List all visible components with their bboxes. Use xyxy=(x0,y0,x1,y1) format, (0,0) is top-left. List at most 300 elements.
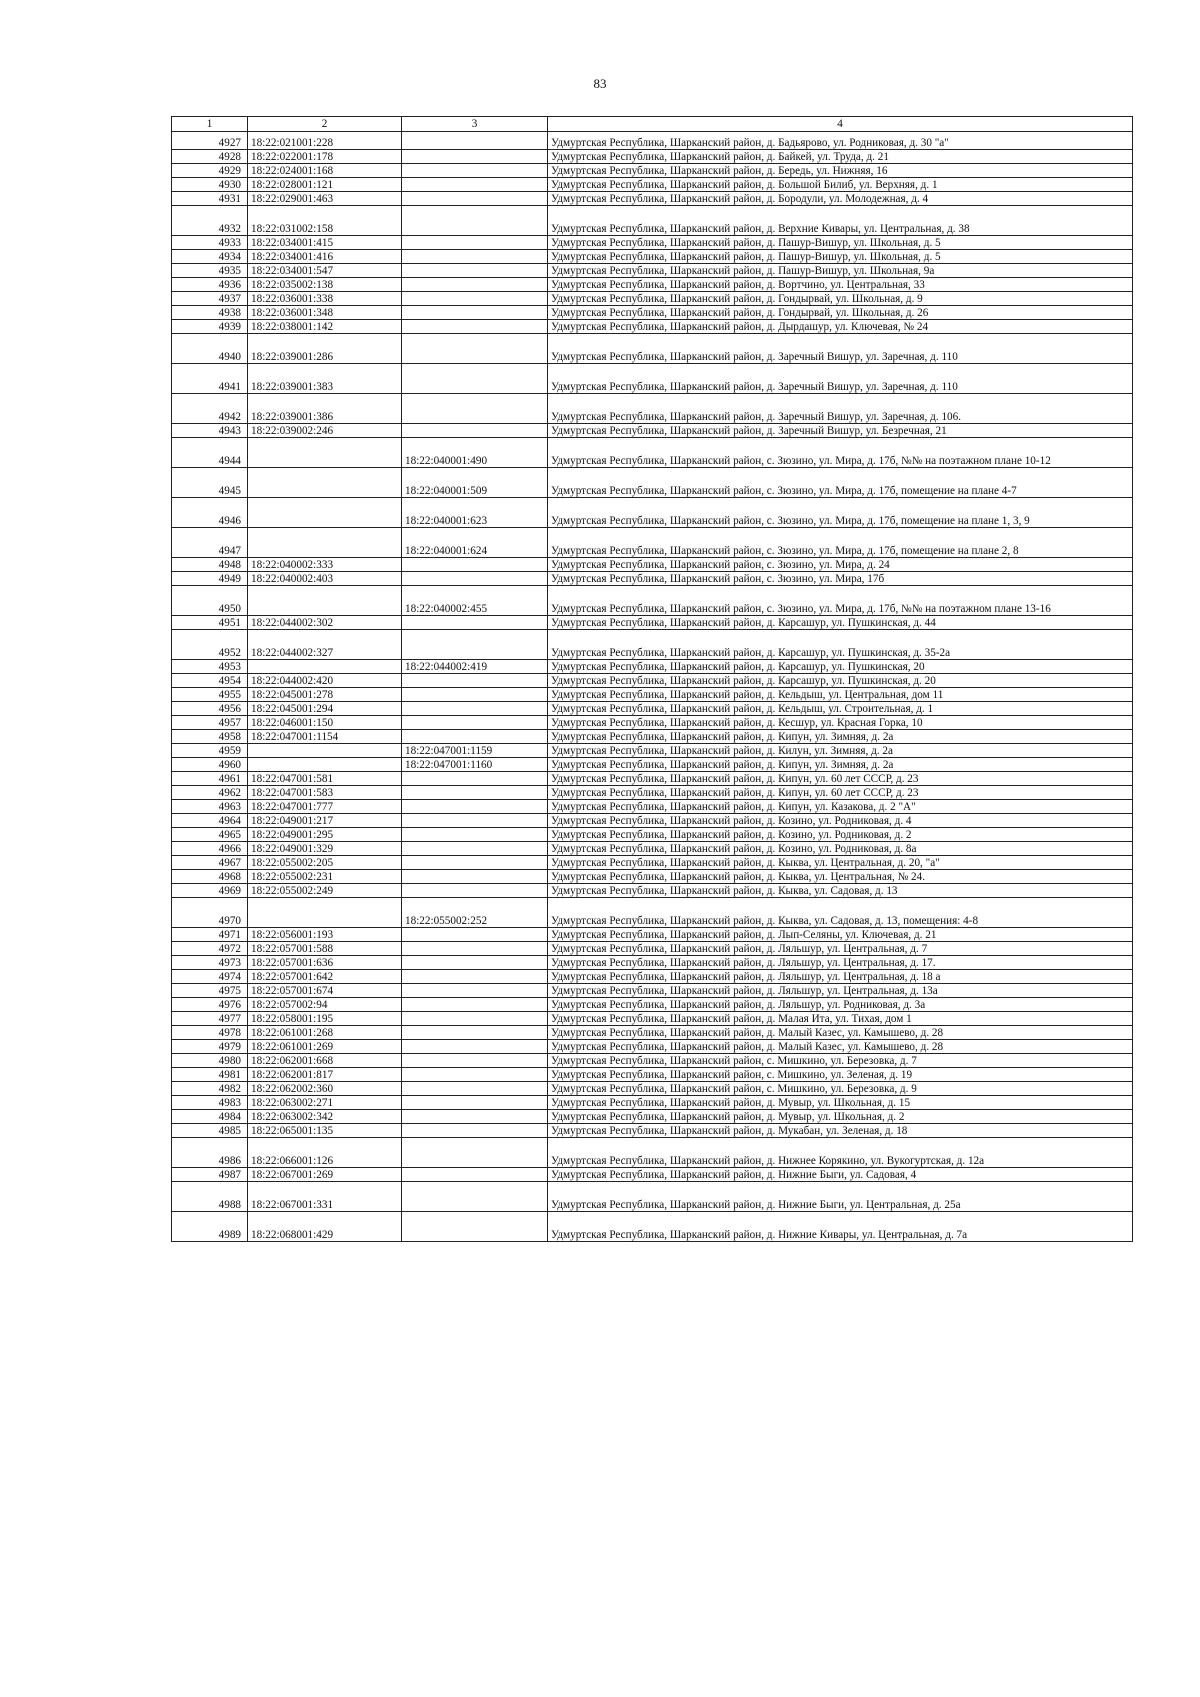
cadastral-number-cell: 18:22:036001:348 xyxy=(248,306,402,320)
table-row xyxy=(172,320,1133,334)
cadastral-number-cell: 18:22:045001:278 xyxy=(248,688,402,702)
row-number-cell: 4959 xyxy=(172,744,248,758)
premises-cadastral-number-cell xyxy=(402,1110,548,1124)
cadastral-number-cell: 18:22:036001:338 xyxy=(248,292,402,306)
address-cell: Удмуртская Республика, Шарканский район, д. Бадьярово, ул. Родниковая, д. 30 "а" xyxy=(548,132,1133,150)
address-cell: Удмуртская Республика, Шарканский район, д. Мувыр, ул. Школьная, д. 2 xyxy=(548,1110,1133,1124)
premises-cadastral-number-cell: 18:22:047001:1160 xyxy=(402,758,548,772)
premises-cadastral-number-cell xyxy=(402,1068,548,1082)
address-cell: Удмуртская Республика, Шарканский район, д. Ляльшур, ул. Центральная, д. 7 xyxy=(548,942,1133,956)
premises-cadastral-number-cell xyxy=(402,1168,548,1182)
row-number-cell: 4961 xyxy=(172,772,248,786)
table-row xyxy=(172,364,1133,394)
row-number-cell: 4984 xyxy=(172,1110,248,1124)
premises-cadastral-number-cell xyxy=(402,1026,548,1040)
table-row xyxy=(172,1182,1133,1212)
row-number-cell: 4927 xyxy=(172,132,248,150)
address-cell: Удмуртская Республика, Шарканский район, д. Гондырвай, ул. Школьная, д. 26 xyxy=(548,306,1133,320)
table-row xyxy=(172,660,1133,674)
cadastral-number-cell: 18:22:040002:333 xyxy=(248,558,402,572)
cadastral-number-cell: 18:22:024001:168 xyxy=(248,164,402,178)
row-number-cell: 4941 xyxy=(172,364,248,394)
address-cell: Удмуртская Республика, Шарканский район, д. Козино, ул. Родниковая, д. 8а xyxy=(548,842,1133,856)
premises-cadastral-number-cell xyxy=(402,616,548,630)
column-header-4: 4 xyxy=(548,117,1133,132)
cadastral-number-cell: 18:22:045001:294 xyxy=(248,702,402,716)
cadastral-number-cell: 18:22:068001:429 xyxy=(248,1212,402,1242)
address-cell: Удмуртская Республика, Шарканский район, д. Кельдыш, ул. Строительная, д. 1 xyxy=(548,702,1133,716)
cadastral-number-cell xyxy=(248,438,402,468)
premises-cadastral-number-cell xyxy=(402,334,548,364)
row-number-cell: 4952 xyxy=(172,630,248,660)
cadastral-number-cell: 18:22:057001:588 xyxy=(248,942,402,956)
row-number-cell: 4981 xyxy=(172,1068,248,1082)
address-cell: Удмуртская Республика, Шарканский район, д. Кыква, ул. Центральная, № 24. xyxy=(548,870,1133,884)
cadastral-number-cell: 18:22:049001:329 xyxy=(248,842,402,856)
table-row xyxy=(172,1212,1133,1242)
row-number-cell: 4930 xyxy=(172,178,248,192)
table-row xyxy=(172,572,1133,586)
row-number-cell: 4944 xyxy=(172,438,248,468)
cadastral-number-cell: 18:22:039001:386 xyxy=(248,394,402,424)
cadastral-number-cell: 18:22:061001:269 xyxy=(248,1040,402,1054)
row-number-cell: 4951 xyxy=(172,616,248,630)
table-row xyxy=(172,438,1133,468)
address-cell: Удмуртская Республика, Шарканский район, с. Зюзино, ул. Мира, д. 17б, помещение на плане 2, 8 xyxy=(548,528,1133,558)
table-row xyxy=(172,970,1133,984)
address-cell: Удмуртская Республика, Шарканский район, д. Ляльшур, ул. Центральная, д. 13а xyxy=(548,984,1133,998)
row-number-cell: 4989 xyxy=(172,1212,248,1242)
cadastral-number-cell: 18:22:034001:415 xyxy=(248,236,402,250)
address-cell: Удмуртская Республика, Шарканский район, д. Кельдыш, ул. Центральная, дом 11 xyxy=(548,688,1133,702)
address-cell: Удмуртская Республика, Шарканский район, д. Кипун, ул. 60 лет СССР, д. 23 xyxy=(548,772,1133,786)
cadastral-number-cell: 18:22:039001:383 xyxy=(248,364,402,394)
premises-cadastral-number-cell xyxy=(402,1124,548,1138)
row-number-cell: 4987 xyxy=(172,1168,248,1182)
row-number-cell: 4988 xyxy=(172,1182,248,1212)
cadastral-number-cell: 18:22:040002:403 xyxy=(248,572,402,586)
row-number-cell: 4969 xyxy=(172,884,248,898)
table-row xyxy=(172,956,1133,970)
premises-cadastral-number-cell xyxy=(402,292,548,306)
premises-cadastral-number-cell: 18:22:044002:419 xyxy=(402,660,548,674)
row-number-cell: 4964 xyxy=(172,814,248,828)
premises-cadastral-number-cell xyxy=(402,1182,548,1212)
table-row xyxy=(172,586,1133,616)
address-cell: Удмуртская Республика, Шарканский район, с. Мишкино, ул. Березовка, д. 7 xyxy=(548,1054,1133,1068)
column-header-3: 3 xyxy=(402,117,548,132)
table-row xyxy=(172,334,1133,364)
address-cell: Удмуртская Республика, Шарканский район, с. Зюзино, ул. Мира, 17б xyxy=(548,572,1133,586)
cadastral-number-cell: 18:22:063002:271 xyxy=(248,1096,402,1110)
cadastral-number-cell: 18:22:057001:636 xyxy=(248,956,402,970)
row-number-cell: 4957 xyxy=(172,716,248,730)
address-cell: Удмуртская Республика, Шарканский район, д. Кипун, ул. 60 лет СССР, д. 23 xyxy=(548,786,1133,800)
row-number-cell: 4948 xyxy=(172,558,248,572)
premises-cadastral-number-cell xyxy=(402,306,548,320)
premises-cadastral-number-cell xyxy=(402,956,548,970)
cadastral-number-cell: 18:22:062002:360 xyxy=(248,1082,402,1096)
table-row xyxy=(172,716,1133,730)
cadastral-number-cell: 18:22:038001:142 xyxy=(248,320,402,334)
cadastral-number-cell: 18:22:058001:195 xyxy=(248,1012,402,1026)
cadastral-number-cell: 18:22:039001:286 xyxy=(248,334,402,364)
address-cell: Удмуртская Республика, Шарканский район, д. Малый Казес, ул. Камышево, д. 28 xyxy=(548,1040,1133,1054)
row-number-cell: 4970 xyxy=(172,898,248,928)
premises-cadastral-number-cell xyxy=(402,842,548,856)
row-number-cell: 4946 xyxy=(172,498,248,528)
cadastral-number-cell: 18:22:057002:94 xyxy=(248,998,402,1012)
table-row xyxy=(172,250,1133,264)
row-number-cell: 4979 xyxy=(172,1040,248,1054)
table-row xyxy=(172,828,1133,842)
premises-cadastral-number-cell xyxy=(402,394,548,424)
row-number-cell: 4972 xyxy=(172,942,248,956)
table-row xyxy=(172,1012,1133,1026)
cadastral-number-cell: 18:22:057001:674 xyxy=(248,984,402,998)
cadastral-number-cell xyxy=(248,528,402,558)
address-cell: Удмуртская Республика, Шарканский район, д. Бередь, ул. Нижняя, 16 xyxy=(548,164,1133,178)
address-cell: Удмуртская Республика, Шарканский район, с. Мишкино, ул. Березовка, д. 9 xyxy=(548,1082,1133,1096)
address-cell: Удмуртская Республика, Шарканский район, д. Большой Билиб, ул. Верхняя, д. 1 xyxy=(548,178,1133,192)
column-header-1: 1 xyxy=(172,117,248,132)
address-cell: Удмуртская Республика, Шарканский район, с. Зюзино, ул. Мира, д. 17б, №№ на поэтажном плане 10-12 xyxy=(548,438,1133,468)
column-header-2: 2 xyxy=(248,117,402,132)
row-number-cell: 4982 xyxy=(172,1082,248,1096)
table-row xyxy=(172,468,1133,498)
address-cell: Удмуртская Республика, Шарканский район, д. Карсашур, ул. Пушкинская, д. 20 xyxy=(548,674,1133,688)
cadastral-number-cell: 18:22:055002:249 xyxy=(248,884,402,898)
address-cell: Удмуртская Республика, Шарканский район, д. Мукабан, ул. Зеленая, д. 18 xyxy=(548,1124,1133,1138)
address-cell: Удмуртская Республика, Шарканский район, с. Зюзино, ул. Мира, д. 17б, №№ на поэтажном плане 13-16 xyxy=(548,586,1133,616)
address-cell: Удмуртская Республика, Шарканский район, д. Карсашур, ул. Пушкинская, 20 xyxy=(548,660,1133,674)
row-number-cell: 4962 xyxy=(172,786,248,800)
premises-cadastral-number-cell xyxy=(402,786,548,800)
address-cell: Удмуртская Республика, Шарканский район, д. Ляльшур, ул. Центральная, д. 17. xyxy=(548,956,1133,970)
premises-cadastral-number-cell xyxy=(402,132,548,150)
address-cell: Удмуртская Республика, Шарканский район, д. Гондырвай, ул. Школьная, д. 9 xyxy=(548,292,1133,306)
table-row xyxy=(172,758,1133,772)
row-number-cell: 4947 xyxy=(172,528,248,558)
row-number-cell: 4940 xyxy=(172,334,248,364)
cadastral-number-cell: 18:22:039002:246 xyxy=(248,424,402,438)
address-cell: Удмуртская Республика, Шарканский район, д. Кыква, ул. Садовая, д. 13 xyxy=(548,884,1133,898)
table-row xyxy=(172,528,1133,558)
address-cell: Удмуртская Республика, Шарканский район, д. Малая Ита, ул. Тихая, дом 1 xyxy=(548,1012,1133,1026)
cadastral-number-cell: 18:22:047001:581 xyxy=(248,772,402,786)
table-row xyxy=(172,1040,1133,1054)
row-number-cell: 4967 xyxy=(172,856,248,870)
premises-cadastral-number-cell xyxy=(402,206,548,236)
premises-cadastral-number-cell xyxy=(402,1012,548,1026)
row-number-cell: 4977 xyxy=(172,1012,248,1026)
cadastral-number-cell xyxy=(248,468,402,498)
row-number-cell: 4966 xyxy=(172,842,248,856)
table-row xyxy=(172,558,1133,572)
page-number: 83 xyxy=(593,76,607,91)
table-row xyxy=(172,786,1133,800)
table-row xyxy=(172,730,1133,744)
premises-cadastral-number-cell xyxy=(402,1054,548,1068)
premises-cadastral-number-cell xyxy=(402,364,548,394)
row-number-cell: 4942 xyxy=(172,394,248,424)
address-cell: Удмуртская Республика, Шарканский район, с. Зюзино, ул. Мира, д. 17б, помещение на плане 4-7 xyxy=(548,468,1133,498)
row-number-cell: 4955 xyxy=(172,688,248,702)
address-cell: Удмуртская Республика, Шарканский район, д. Пашур-Вишур, ул. Школьная, д. 5 xyxy=(548,236,1133,250)
address-cell: Удмуртская Республика, Шарканский район, д. Заречный Вишур, ул. Заречная, д. 110 xyxy=(548,364,1133,394)
premises-cadastral-number-cell xyxy=(402,1096,548,1110)
row-number-cell: 4949 xyxy=(172,572,248,586)
cadastral-number-cell: 18:22:057001:642 xyxy=(248,970,402,984)
premises-cadastral-number-cell xyxy=(402,178,548,192)
row-number-cell: 4939 xyxy=(172,320,248,334)
table-row xyxy=(172,1096,1133,1110)
table-row xyxy=(172,744,1133,758)
cadastral-number-cell xyxy=(248,758,402,772)
premises-cadastral-number-cell xyxy=(402,870,548,884)
premises-cadastral-number-cell xyxy=(402,164,548,178)
cadastral-number-cell: 18:22:022001:178 xyxy=(248,150,402,164)
table-row xyxy=(172,278,1133,292)
cadastral-number-cell xyxy=(248,898,402,928)
premises-cadastral-number-cell xyxy=(402,630,548,660)
premises-cadastral-number-cell xyxy=(402,856,548,870)
table-row xyxy=(172,1138,1133,1168)
premises-cadastral-number-cell xyxy=(402,250,548,264)
premises-cadastral-number-cell xyxy=(402,674,548,688)
premises-cadastral-number-cell xyxy=(402,688,548,702)
table-row xyxy=(172,178,1133,192)
cadastral-number-cell: 18:22:047001:777 xyxy=(248,800,402,814)
cadastral-number-cell xyxy=(248,660,402,674)
premises-cadastral-number-cell xyxy=(402,928,548,942)
address-cell: Удмуртская Республика, Шарканский район, д. Кипун, ул. Казакова, д. 2 "А" xyxy=(548,800,1133,814)
address-cell: Удмуртская Республика, Шарканский район, д. Лып-Селяны, ул. Ключевая, д. 21 xyxy=(548,928,1133,942)
premises-cadastral-number-cell xyxy=(402,970,548,984)
table-row xyxy=(172,394,1133,424)
table-row xyxy=(172,1082,1133,1096)
cadastral-number-cell: 18:22:056001:193 xyxy=(248,928,402,942)
address-cell: Удмуртская Республика, Шарканский район, д. Кыква, ул. Центральная, д. 20, "а" xyxy=(548,856,1133,870)
row-number-cell: 4950 xyxy=(172,586,248,616)
premises-cadastral-number-cell: 18:22:040001:509 xyxy=(402,468,548,498)
table-row xyxy=(172,1110,1133,1124)
table-row xyxy=(172,898,1133,928)
address-cell: Удмуртская Республика, Шарканский район, д. Заречный Вишур, ул. Заречная, д. 110 xyxy=(548,334,1133,364)
cadastral-number-cell: 18:22:066001:126 xyxy=(248,1138,402,1168)
cadastral-number-cell: 18:22:055002:231 xyxy=(248,870,402,884)
row-number-cell: 4975 xyxy=(172,984,248,998)
cadastral-number-cell: 18:22:035002:138 xyxy=(248,278,402,292)
address-cell: Удмуртская Республика, Шарканский район, д. Карсашур, ул. Пушкинская, д. 44 xyxy=(548,616,1133,630)
row-number-cell: 4974 xyxy=(172,970,248,984)
address-cell: Удмуртская Республика, Шарканский район, д. Нижние Быги, ул. Центральная, д. 25а xyxy=(548,1182,1133,1212)
table-row xyxy=(172,998,1133,1012)
address-cell: Удмуртская Республика, Шарканский район, д. Малый Казес, ул. Камышево, д. 28 xyxy=(548,1026,1133,1040)
table-row xyxy=(172,616,1133,630)
row-number-cell: 4963 xyxy=(172,800,248,814)
cadastral-number-cell xyxy=(248,498,402,528)
table-row xyxy=(172,942,1133,956)
cadastral-number-cell: 18:22:055002:205 xyxy=(248,856,402,870)
premises-cadastral-number-cell: 18:22:055002:252 xyxy=(402,898,548,928)
cadastral-number-cell: 18:22:065001:135 xyxy=(248,1124,402,1138)
premises-cadastral-number-cell xyxy=(402,828,548,842)
table-row xyxy=(172,630,1133,660)
row-number-cell: 4960 xyxy=(172,758,248,772)
cadastral-number-cell: 18:22:049001:217 xyxy=(248,814,402,828)
table-row xyxy=(172,206,1133,236)
premises-cadastral-number-cell: 18:22:040001:624 xyxy=(402,528,548,558)
table-row xyxy=(172,236,1133,250)
table-row xyxy=(172,1054,1133,1068)
premises-cadastral-number-cell: 18:22:040001:623 xyxy=(402,498,548,528)
table-row xyxy=(172,424,1133,438)
table-row xyxy=(172,264,1133,278)
premises-cadastral-number-cell xyxy=(402,800,548,814)
address-cell: Удмуртская Республика, Шарканский район, с. Зюзино, ул. Мира, д. 24 xyxy=(548,558,1133,572)
premises-cadastral-number-cell: 18:22:040001:490 xyxy=(402,438,548,468)
table-row xyxy=(172,1124,1133,1138)
table-row xyxy=(172,674,1133,688)
premises-cadastral-number-cell xyxy=(402,278,548,292)
table-row xyxy=(172,702,1133,716)
row-number-cell: 4956 xyxy=(172,702,248,716)
table-row xyxy=(172,884,1133,898)
address-cell: Удмуртская Республика, Шарканский район, д. Кыква, ул. Садовая, д. 13, помещения: 4-8 xyxy=(548,898,1133,928)
row-number-cell: 4971 xyxy=(172,928,248,942)
address-cell: Удмуртская Республика, Шарканский район, д. Козино, ул. Родниковая, д. 4 xyxy=(548,814,1133,828)
row-number-cell: 4983 xyxy=(172,1096,248,1110)
premises-cadastral-number-cell xyxy=(402,1212,548,1242)
table-row xyxy=(172,856,1133,870)
premises-cadastral-number-cell xyxy=(402,1040,548,1054)
row-number-cell: 4931 xyxy=(172,192,248,206)
cadastral-number-cell: 18:22:067001:331 xyxy=(248,1182,402,1212)
address-cell: Удмуртская Республика, Шарканский район, с. Зюзино, ул. Мира, д. 17б, помещение на плане 1, 3, 9 xyxy=(548,498,1133,528)
cadastral-number-cell: 18:22:062001:817 xyxy=(248,1068,402,1082)
premises-cadastral-number-cell xyxy=(402,716,548,730)
row-number-cell: 4937 xyxy=(172,292,248,306)
table-row xyxy=(172,1168,1133,1182)
address-cell: Удмуртская Республика, Шарканский район, д. Мувыр, ул. Школьная, д. 15 xyxy=(548,1096,1133,1110)
cadastral-number-cell: 18:22:028001:121 xyxy=(248,178,402,192)
table-row xyxy=(172,688,1133,702)
row-number-cell: 4958 xyxy=(172,730,248,744)
cadastral-number-cell: 18:22:047001:1154 xyxy=(248,730,402,744)
row-number-cell: 4935 xyxy=(172,264,248,278)
table-row xyxy=(172,306,1133,320)
cadastral-number-cell: 18:22:063002:342 xyxy=(248,1110,402,1124)
row-number-cell: 4929 xyxy=(172,164,248,178)
cadastral-number-cell: 18:22:034001:547 xyxy=(248,264,402,278)
table-row xyxy=(172,814,1133,828)
register-table xyxy=(171,116,1133,1242)
row-number-cell: 4934 xyxy=(172,250,248,264)
row-number-cell: 4938 xyxy=(172,306,248,320)
cadastral-number-cell: 18:22:044002:420 xyxy=(248,674,402,688)
address-cell: Удмуртская Республика, Шарканский район, д. Нижние Кивары, ул. Центральная, д. 7а xyxy=(548,1212,1133,1242)
premises-cadastral-number-cell xyxy=(402,150,548,164)
address-cell: Удмуртская Республика, Шарканский район, д. Верхние Кивары, ул. Центральная, д. 38 xyxy=(548,206,1133,236)
row-number-cell: 4943 xyxy=(172,424,248,438)
premises-cadastral-number-cell xyxy=(402,702,548,716)
table-row xyxy=(172,1026,1133,1040)
address-cell: Удмуртская Республика, Шарканский район, д. Нижние Быги, ул. Садовая, 4 xyxy=(548,1168,1133,1182)
cadastral-number-cell: 18:22:031002:158 xyxy=(248,206,402,236)
address-cell: Удмуртская Республика, Шарканский район, д. Кипун, ул. Зимняя, д. 2а xyxy=(548,758,1133,772)
row-number-cell: 4986 xyxy=(172,1138,248,1168)
address-cell: Удмуртская Республика, Шарканский район, д. Заречный Вишур, ул. Безречная, 21 xyxy=(548,424,1133,438)
premises-cadastral-number-cell: 18:22:047001:1159 xyxy=(402,744,548,758)
cadastral-number-cell: 18:22:034001:416 xyxy=(248,250,402,264)
premises-cadastral-number-cell xyxy=(402,264,548,278)
cadastral-number-cell: 18:22:049001:295 xyxy=(248,828,402,842)
premises-cadastral-number-cell xyxy=(402,814,548,828)
table-row xyxy=(172,984,1133,998)
cadastral-number-cell xyxy=(248,744,402,758)
address-cell: Удмуртская Республика, Шарканский район, д. Дырдашур, ул. Ключевая, № 24 xyxy=(548,320,1133,334)
cadastral-number-cell: 18:22:062001:668 xyxy=(248,1054,402,1068)
premises-cadastral-number-cell xyxy=(402,1082,548,1096)
cadastral-number-cell: 18:22:061001:268 xyxy=(248,1026,402,1040)
table-row xyxy=(172,772,1133,786)
premises-cadastral-number-cell xyxy=(402,772,548,786)
premises-cadastral-number-cell xyxy=(402,572,548,586)
address-cell: Удмуртская Республика, Шарканский район, д. Заречный Вишур, ул. Заречная, д. 106. xyxy=(548,394,1133,424)
premises-cadastral-number-cell xyxy=(402,942,548,956)
table-body xyxy=(172,132,1133,1242)
premises-cadastral-number-cell xyxy=(402,192,548,206)
table-row xyxy=(172,870,1133,884)
row-number-cell: 4954 xyxy=(172,674,248,688)
premises-cadastral-number-cell xyxy=(402,424,548,438)
cadastral-number-cell: 18:22:029001:463 xyxy=(248,192,402,206)
premises-cadastral-number-cell xyxy=(402,730,548,744)
row-number-cell: 4936 xyxy=(172,278,248,292)
row-number-cell: 4933 xyxy=(172,236,248,250)
address-cell: Удмуртская Республика, Шарканский район, д. Ляльшур, ул. Родниковая, д. 3а xyxy=(548,998,1133,1012)
cadastral-number-cell: 18:22:044002:327 xyxy=(248,630,402,660)
premises-cadastral-number-cell xyxy=(402,1138,548,1168)
address-cell: Удмуртская Республика, Шарканский район, д. Пашур-Вишур, ул. Школьная, д. 5 xyxy=(548,250,1133,264)
address-cell: Удмуртская Республика, Шарканский район, д. Карсашур, ул. Пушкинская, д. 35-2а xyxy=(548,630,1133,660)
row-number-cell: 4945 xyxy=(172,468,248,498)
address-cell: Удмуртская Республика, Шарканский район, д. Ляльшур, ул. Центральная, д. 18 а xyxy=(548,970,1133,984)
row-number-cell: 4973 xyxy=(172,956,248,970)
table-row xyxy=(172,928,1133,942)
premises-cadastral-number-cell: 18:22:040002:455 xyxy=(402,586,548,616)
address-cell: Удмуртская Республика, Шарканский район, д. Кипун, ул. Зимняя, д. 2а xyxy=(548,730,1133,744)
cadastral-number-cell xyxy=(248,586,402,616)
address-cell: Удмуртская Республика, Шарканский район, д. Вортчино, ул. Центральная, 33 xyxy=(548,278,1133,292)
address-cell: Удмуртская Республика, Шарканский район, д. Бородули, ул. Молодежная, д. 4 xyxy=(548,192,1133,206)
address-cell: Удмуртская Республика, Шарканский район, д. Козино, ул. Родниковая, д. 2 xyxy=(548,828,1133,842)
row-number-cell: 4928 xyxy=(172,150,248,164)
premises-cadastral-number-cell xyxy=(402,558,548,572)
premises-cadastral-number-cell xyxy=(402,884,548,898)
address-cell: Удмуртская Республика, Шарканский район, с. Мишкино, ул. Зеленая, д. 19 xyxy=(548,1068,1133,1082)
cadastral-number-cell: 18:22:067001:269 xyxy=(248,1168,402,1182)
row-number-cell: 4965 xyxy=(172,828,248,842)
table-row xyxy=(172,800,1133,814)
row-number-cell: 4980 xyxy=(172,1054,248,1068)
table-row xyxy=(172,192,1133,206)
address-cell: Удмуртская Республика, Шарканский район, д. Килун, ул. Зимняя, д. 2а xyxy=(548,744,1133,758)
row-number-cell: 4968 xyxy=(172,870,248,884)
table-row xyxy=(172,498,1133,528)
cadastral-number-cell: 18:22:021001:228 xyxy=(248,132,402,150)
